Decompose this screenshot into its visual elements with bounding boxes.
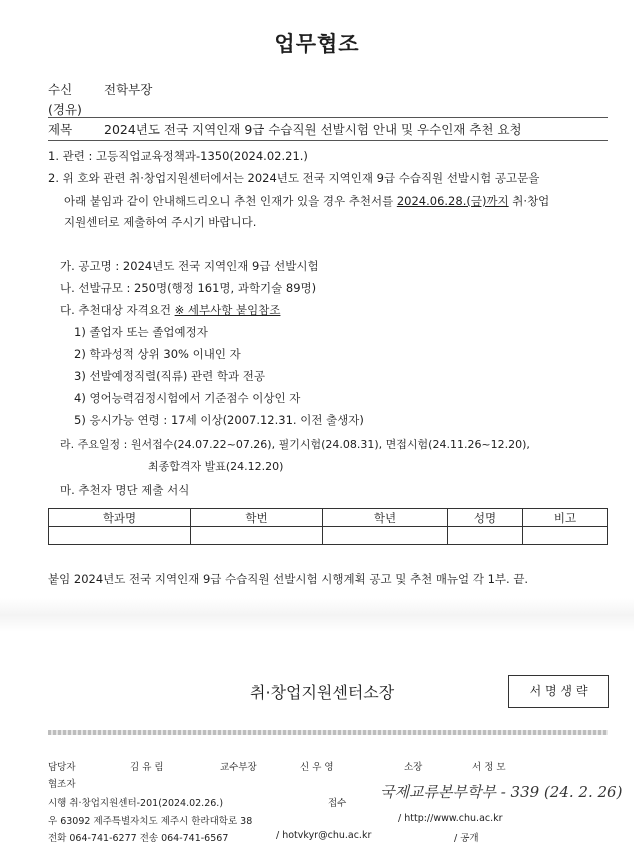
- requirement-item: 2) 학과성적 상위 30% 이내인 자: [74, 347, 241, 361]
- requirement-item: 3) 선발예정직렬(직류) 관련 학과 전공: [74, 369, 265, 383]
- document-title: 업무협조: [274, 32, 360, 56]
- sender-title: 취·창업지원센터소장: [250, 683, 395, 702]
- phone-fax: 전화 064-741-6277 전송 064-741-6567: [48, 833, 229, 844]
- body-paragraph-line2-start: 아래 붙임과 같이 안내해드리오니 추천 인재가 있을 경우 추천서를: [64, 194, 397, 208]
- disclosure-status: / 공개: [454, 833, 479, 844]
- table-cell: [191, 527, 323, 545]
- header-divider-bottom: [48, 140, 608, 141]
- body-paragraph-line3: 지원센터로 제출하여 주시기 바랍니다.: [64, 215, 257, 229]
- table-header: 비고: [523, 509, 608, 527]
- deadline-date: 2024.06.28.(금)까지: [396, 194, 509, 208]
- table-header: 성명: [448, 509, 523, 527]
- item-da-note: ※ 세부사항 붙임참조: [174, 303, 281, 317]
- item-na: 나. 선발규모 : 250명(행정 161명, 과학기술 89명): [60, 281, 317, 295]
- body-paragraph-line2: [64, 193, 549, 209]
- attachment-line: 붙임 2024년도 전국 지역인재 9급 수습직원 선발시험 시행계획 공고 및 추천 매뉴얼 각 1부. 끝.: [48, 572, 529, 586]
- table-header: 학과명: [49, 509, 191, 527]
- header-divider-top: [48, 117, 608, 118]
- table-cell: [523, 527, 608, 545]
- website-url[interactable]: / http://www.chu.ac.kr: [398, 813, 503, 824]
- item-ra-line1: 라. 주요일정 : 원서접수(24.07.22~07.26), 필기시험(24.08.31), 면접시험(24.11.26~12.20),: [60, 438, 530, 451]
- cooperator-label: 협조자: [48, 779, 76, 790]
- signature-omitted-stamp: 서 명 생 략: [508, 675, 609, 708]
- table-header: 학년: [323, 509, 448, 527]
- recipient-value: 전학부장: [104, 82, 153, 97]
- staff-name: 김 유 림: [130, 762, 164, 773]
- requirement-item: 5) 응시가능 연령 : 17세 이상(2007.12.31. 이전 출생자): [74, 413, 364, 427]
- table-row: [49, 527, 608, 545]
- item-da: [60, 302, 280, 318]
- postal-address: 우 63092 제주특별자치도 제주시 한라대학로 38: [48, 816, 253, 827]
- item-ga: 가. 공고명 : 2024년도 전국 지역인재 9급 선발시험: [60, 259, 319, 273]
- table-cell: [448, 527, 523, 545]
- staff-label: 담당자: [48, 762, 76, 773]
- body-paragraph-line1: 2. 위 호와 관련 취·창업지원센터에서는 2024년도 전국 지역인재 9급 수습직원 선발시험 공고문을: [48, 171, 540, 185]
- subject-label: 제목: [48, 122, 73, 137]
- recipient-label: 수신: [48, 82, 73, 97]
- table-cell: [49, 527, 191, 545]
- director-label: 소장: [404, 762, 423, 773]
- handwritten-receipt-number: 국제교류본부학부 - 339 (24. 2. 26): [380, 783, 623, 801]
- execution-number: 시행 취·창업지원센터-201(2024.02.26.): [48, 798, 224, 809]
- table-header: 학번: [191, 509, 323, 527]
- via-label: (경유): [48, 102, 82, 117]
- professor-label: 교수부장: [220, 762, 257, 773]
- receipt-label: 접수: [328, 798, 347, 809]
- director-name: 서 정 모: [472, 762, 506, 773]
- table-cell: [323, 527, 448, 545]
- item-ma: 마. 추천자 명단 제출 서식: [60, 483, 190, 497]
- subject-value: 2024년도 전국 지역인재 9급 수습직원 선발시험 안내 및 우수인재 추천 요청: [104, 122, 522, 137]
- item-da-label: 다. 추천대상 자격요건: [60, 303, 175, 317]
- requirement-item: 4) 영어능력검정시험에서 기준점수 이상인 자: [74, 391, 301, 405]
- item-ra-line2: 최종합격자 발표(24.12.20): [148, 460, 284, 473]
- body-paragraph-line2-end: 취·창업: [508, 194, 550, 208]
- requirement-item: 1) 졸업자 또는 졸업예정자: [74, 325, 208, 339]
- page-fold-shadow: [0, 598, 634, 632]
- table-header-row: [49, 509, 608, 527]
- related-reference: 1. 관련 : 고등직업교육정책과-1350(2024.02.21.): [48, 149, 308, 163]
- footer-divider: [48, 730, 608, 735]
- professor-name: 신 우 영: [300, 762, 334, 773]
- recommendation-form-table: [48, 508, 608, 545]
- email-address[interactable]: / hotvkyr@chu.ac.kr: [276, 830, 372, 841]
